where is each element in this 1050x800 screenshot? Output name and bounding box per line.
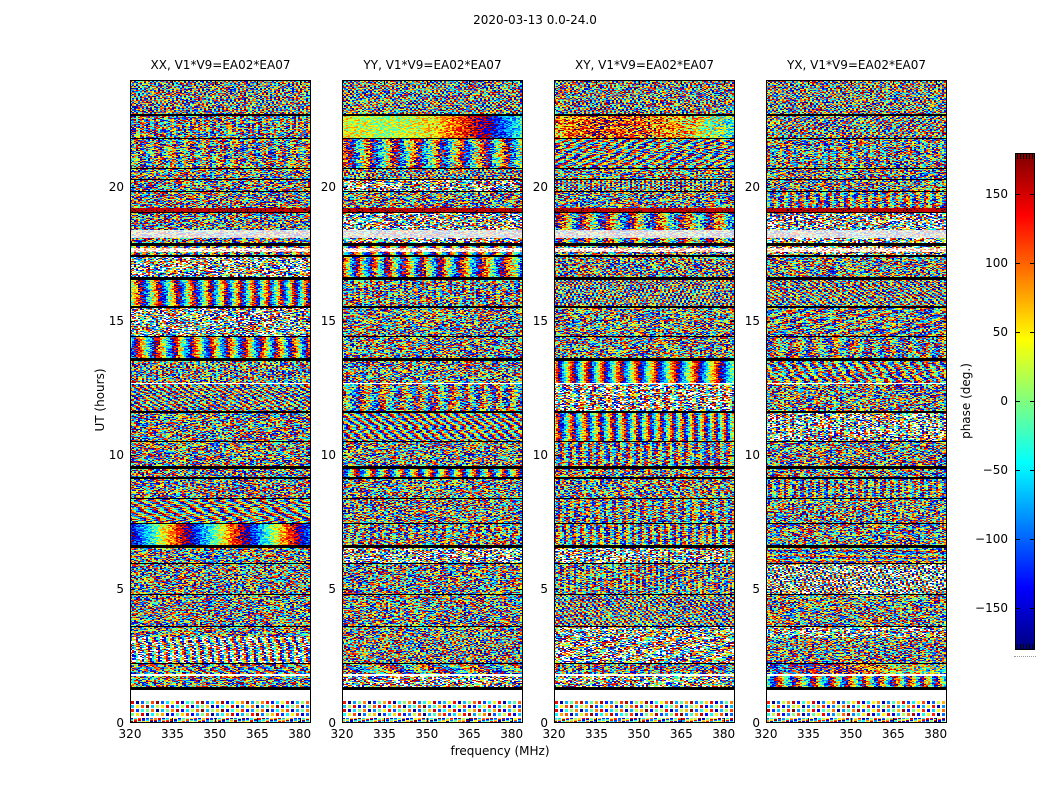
y-tick-label: 10 — [744, 448, 760, 463]
colorbar-tick-label: 100 — [985, 256, 1008, 270]
y-tick-label: 20 — [108, 180, 124, 195]
y-axis-label: UT (hours) — [93, 368, 107, 432]
y-tick-label: 20 — [532, 180, 548, 195]
x-tick-label: 380 — [500, 727, 524, 741]
x-tick-label: 365 — [669, 727, 693, 741]
y-tick-label: 0 — [540, 716, 548, 730]
y-tick-label: 10 — [320, 448, 336, 463]
x-tick-label: 350 — [415, 727, 439, 741]
y-tick-label: 0 — [116, 716, 124, 730]
y-tick-label: 20 — [320, 180, 336, 195]
colorbar-tick-label: 50 — [992, 325, 1008, 339]
y-tick-label: 5 — [328, 582, 336, 597]
colorbar-tick-label: −50 — [982, 463, 1008, 477]
x-tick-label: 335 — [372, 727, 396, 741]
x-tick-label: 365 — [245, 727, 269, 741]
x-tick-label: 365 — [881, 727, 905, 741]
y-tick-label: 0 — [328, 716, 336, 730]
y-tick-label: 15 — [108, 314, 124, 329]
figure-title: 2020-03-13 0.0-24.0 — [473, 13, 597, 27]
x-tick-label: 380 — [924, 727, 948, 741]
phase-waterfall-xx — [130, 80, 311, 723]
colorbar-label: phase (deg.) — [959, 363, 973, 439]
y-tick-label: 5 — [116, 582, 124, 597]
phase-waterfall-yx — [766, 80, 947, 723]
colorbar-gradient — [1015, 153, 1035, 650]
x-tick-label: 335 — [796, 727, 820, 741]
x-tick-label: 335 — [160, 727, 184, 741]
y-tick-label: 5 — [540, 582, 548, 597]
x-tick-label: 320 — [330, 727, 354, 741]
x-tick-label: 335 — [584, 727, 608, 741]
y-tick-label: 10 — [532, 448, 548, 463]
x-tick-label: 350 — [839, 727, 863, 741]
phase-waterfall-yy — [342, 80, 523, 723]
y-tick-label: 0 — [752, 716, 760, 730]
colorbar-tick-label: −100 — [975, 532, 1008, 546]
y-tick-label: 15 — [532, 314, 548, 329]
colorbar-tick-label: −150 — [975, 601, 1008, 615]
x-tick-label: 320 — [118, 727, 142, 741]
colorbar-tick-label: 150 — [985, 187, 1008, 201]
colorbar-tick-label: 0 — [1000, 394, 1008, 408]
panel-title-xx: XX, V1*V9=EA02*EA07 — [150, 58, 291, 72]
x-tick-label: 350 — [627, 727, 651, 741]
x-tick-label: 365 — [457, 727, 481, 741]
x-tick-label: 350 — [203, 727, 227, 741]
y-tick-label: 5 — [752, 582, 760, 597]
x-tick-label: 320 — [542, 727, 566, 741]
y-tick-label: 15 — [320, 314, 336, 329]
y-tick-label: 15 — [744, 314, 760, 329]
x-tick-label: 380 — [288, 727, 312, 741]
y-tick-label: 20 — [744, 180, 760, 195]
x-axis-label: frequency (MHz) — [450, 744, 550, 758]
panel-title-yx: YX, V1*V9=EA02*EA07 — [786, 58, 927, 72]
panel-title-yy: YY, V1*V9=EA02*EA07 — [363, 58, 502, 72]
panel-title-xy: XY, V1*V9=EA02*EA07 — [574, 58, 715, 72]
colorbar-underflow-dots — [1014, 656, 1036, 657]
x-tick-label: 320 — [754, 727, 778, 741]
phase-waterfall-xy — [554, 80, 735, 723]
x-tick-label: 380 — [712, 727, 736, 741]
y-tick-label: 10 — [108, 448, 124, 463]
